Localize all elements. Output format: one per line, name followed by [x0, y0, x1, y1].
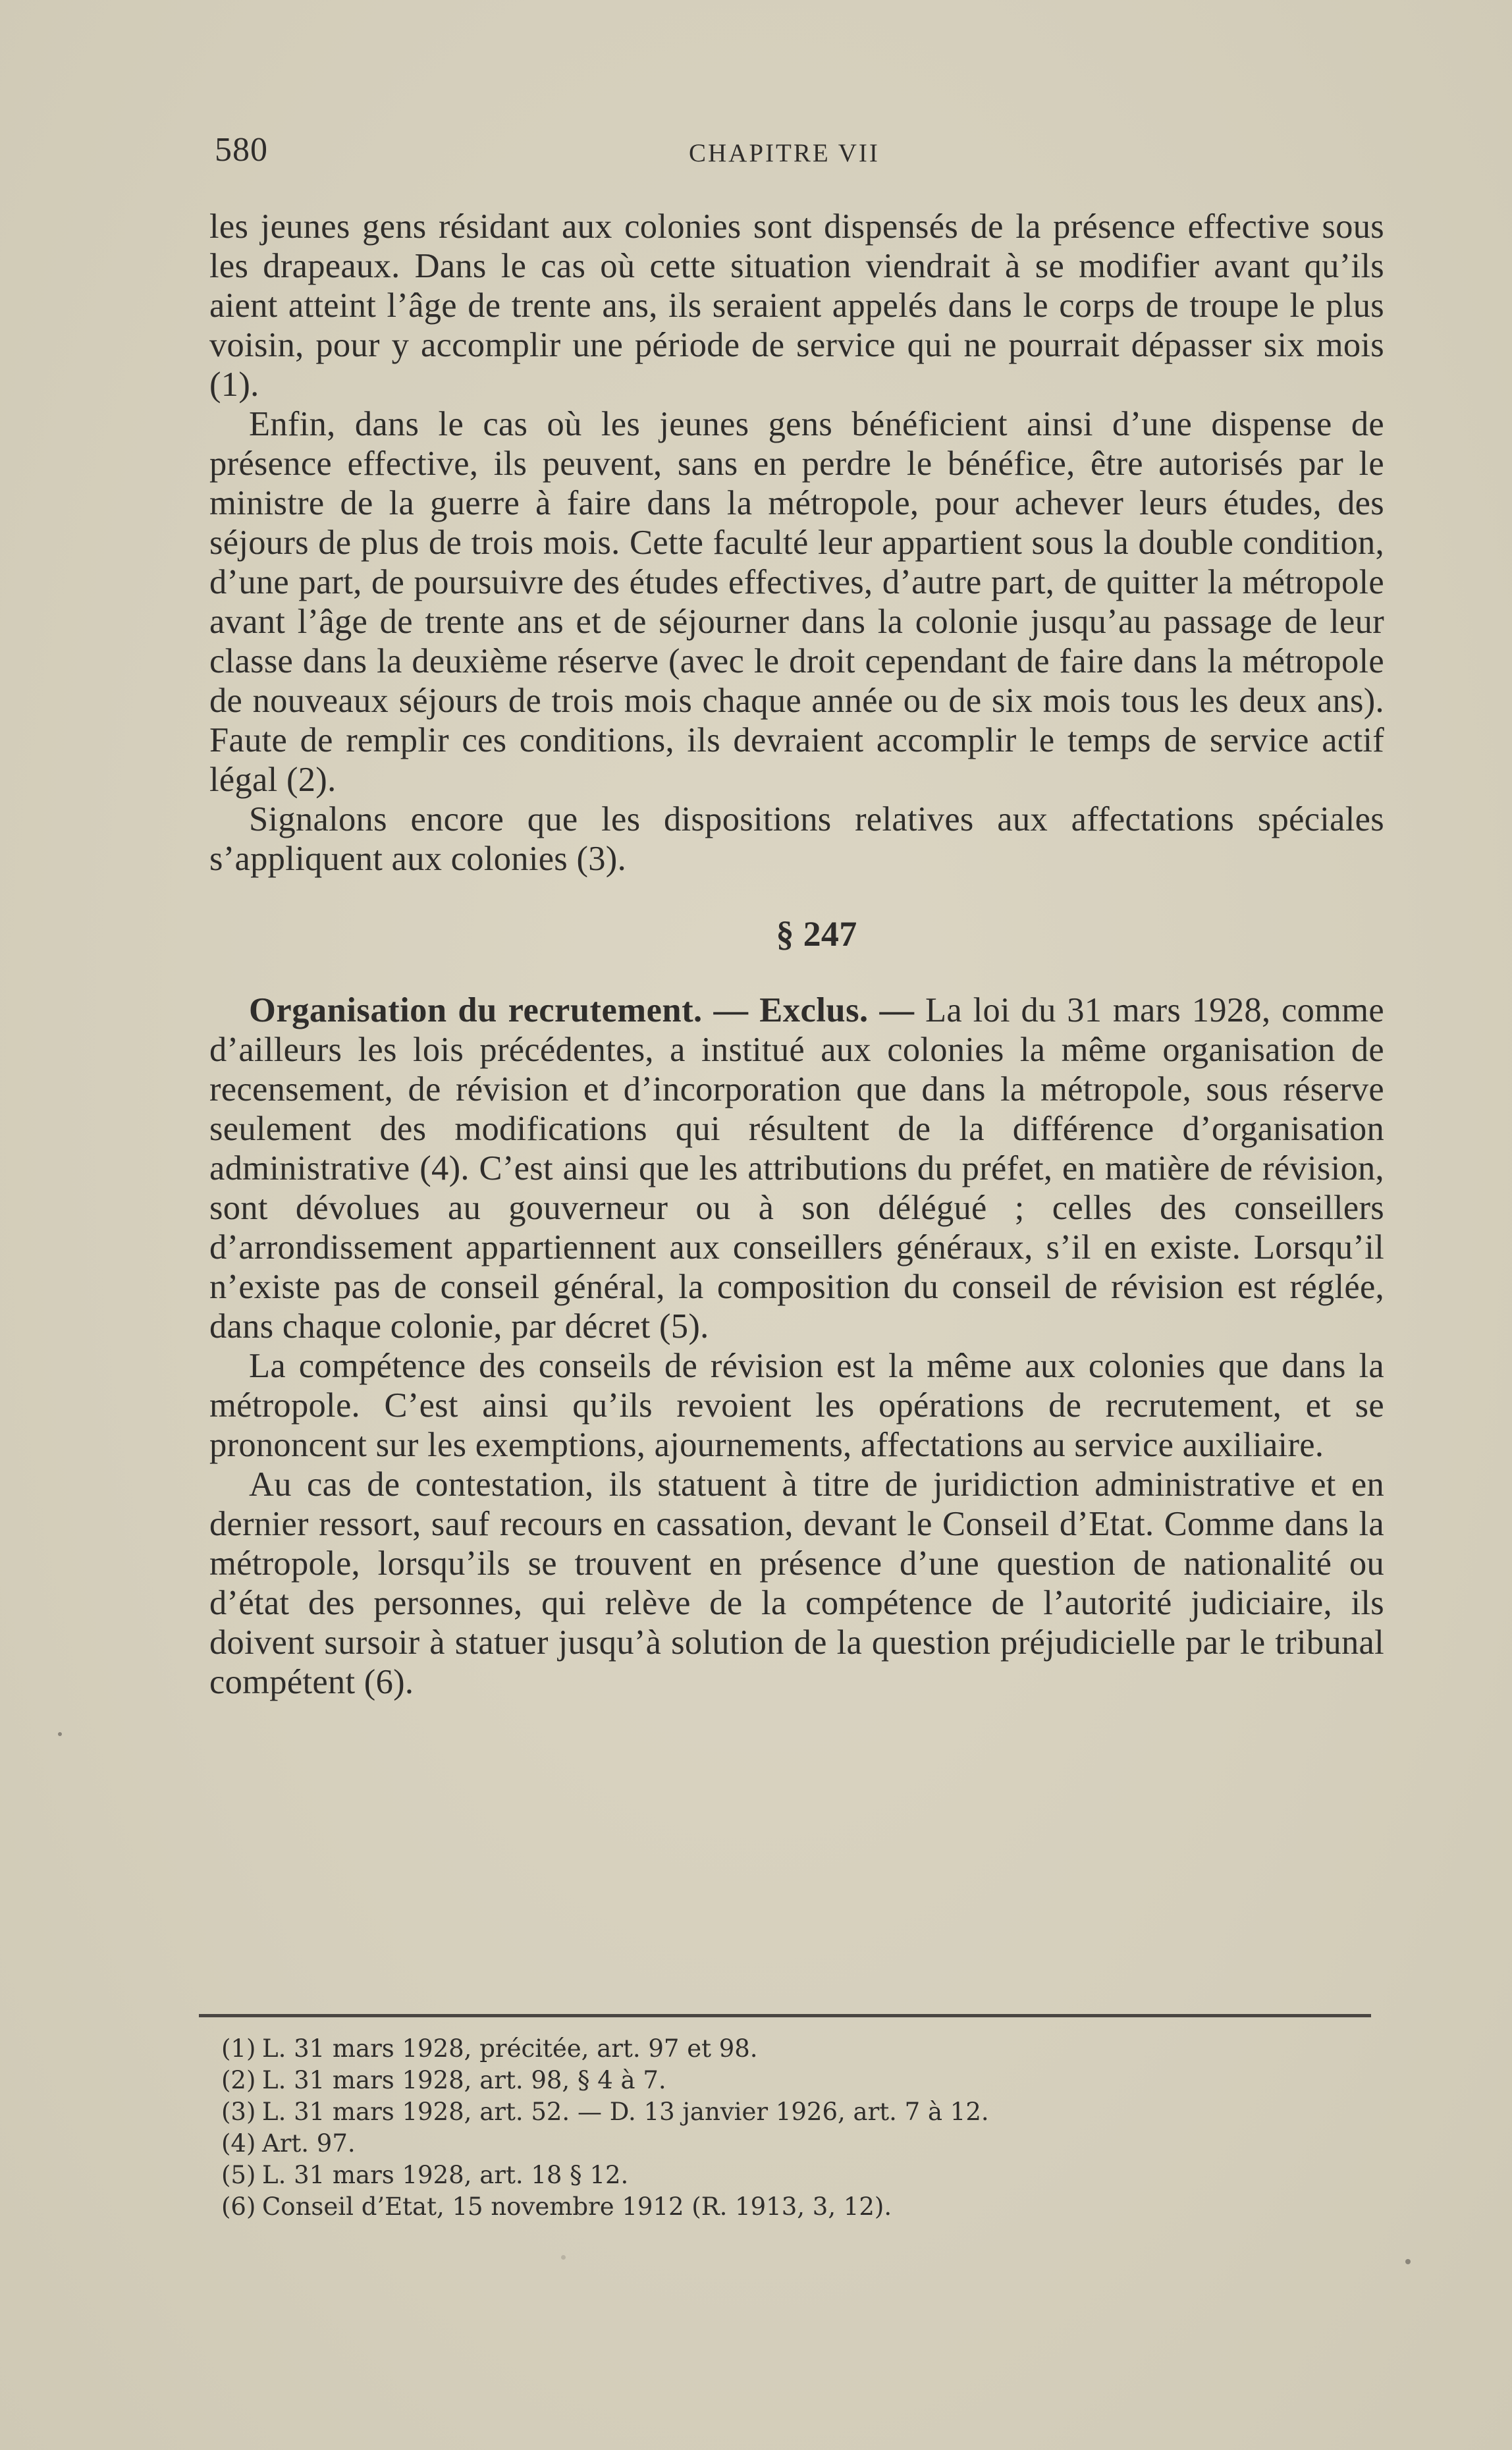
- page-number: 580: [215, 131, 268, 169]
- footnote-text: L. 31 mars 1928, art. 98, § 4 à 7.: [262, 2066, 666, 2094]
- footnote-text: Conseil d’Etat, 15 novembre 1912 (R. 1913, 3, 12).: [262, 2192, 892, 2221]
- body-text: [209, 207, 1384, 1702]
- paragraph-competence: La compétence des conseils de révision est la même aux colonies que dans la métropole. C’est ainsi qu’ils revoient les opérations de recrutement, et se prononcent sur les exemptions, ajournements, affectations au service auxiliaire.: [209, 1347, 1384, 1464]
- footnote-text: Art. 97.: [262, 2129, 356, 2158]
- inline-heading: Organisation du recrutement. — Exclus. —: [249, 991, 915, 1029]
- footnote: [221, 2033, 1371, 2065]
- footnote-number: (5): [221, 2161, 256, 2189]
- running-head: CHAPITRE VII: [689, 139, 880, 167]
- paper-speck: [561, 2255, 566, 2260]
- section-heading: § 247: [776, 914, 857, 954]
- paper-speck: [1405, 2259, 1411, 2264]
- footnote-number: (1): [221, 2034, 256, 2063]
- paragraph-organisation-text: La loi du 31 mars 1928, comme d’ailleurs les lois précédentes, a institué aux colonies la même organisation de recensement, de révision et d’incorporation que dans la métropole, sous réserve seulement des modifications qui résultent de la différence d’organisation administrative (4). C’est ainsi que les attributions du préfet, en matière de révision, sont dévolues au gouverneur ou à son délégué ; celles des conseillers d’arrondissement appartiennent aux conseillers généraux, s’il en existe. Lorsqu’il n’existe pas de conseil général, la composition du conseil de révision est réglée, dans chaque colonie, par décret (5).: [209, 991, 1384, 1346]
- footnote: [221, 2191, 1371, 2223]
- footnote-number: (2): [221, 2066, 256, 2094]
- footnote: [221, 2096, 1371, 2128]
- footnotes: [199, 2014, 1371, 2223]
- footnote-number: (4): [221, 2129, 256, 2158]
- footnote-number: (3): [221, 2098, 256, 2126]
- footnote-text: L. 31 mars 1928, précitée, art. 97 et 98.: [262, 2034, 758, 2063]
- footnote: [221, 2128, 1371, 2160]
- paragraph-affectations: Signalons encore que les dispositions relatives aux affectations spéciales s’appliquent aux colonies (3).: [209, 800, 1384, 878]
- paragraph-dispense: Enfin, dans le cas où les jeunes gens bénéficient ainsi d’une dispense de présence effective, ils peuvent, sans en perdre le bénéfice, être autorisés par le ministre de la guerre à faire dans la métropole, pour achever leurs études, des séjours de plus de trois mois. Cette faculté leur appartient sous la double condition, d’une part, de poursuivre des études effectives, d’autre part, de quitter la métropole avant l’âge de trente ans et de séjourner dans la colonie jusqu’au passage de leur classe dans la deuxième réserve (avec le droit cependant de faire dans la métropole de nouveaux séjours de trois mois chaque année ou de six mois tous les deux ans). Faute de remplir ces conditions, ils devraient accomplir le temps de service actif légal (2).: [209, 405, 1384, 799]
- footnote-text: L. 31 mars 1928, art. 52. — D. 13 janvier 1926, art. 7 à 12.: [262, 2098, 989, 2126]
- paragraph-continued: les jeunes gens résidant aux colonies sont dispensés de la présence effective sous les drapeaux. Dans le cas où cette situation viendrait à se modifier avant qu’ils aient atteint l’âge de trente ans, ils seraient appelés dans le corps de troupe le plus voisin, pour y accomplir une période de service qui ne pourrait dépasser six mois (1).: [209, 207, 1384, 404]
- paragraph-organisation: [209, 991, 1384, 1346]
- footnote: [221, 2160, 1371, 2191]
- paper-speck: [58, 1732, 62, 1736]
- paragraph-contestation: Au cas de contestation, ils statuent à titre de juridiction administrative et en dernier ressort, sauf recours en cassation, devant le Conseil d’Etat. Comme dans la métropole, lorsqu’ils se trouvent en présence d’une question de nationalité ou d’état des personnes, qui relève de la compétence de l’autorité judiciaire, ils doivent sursoir à statuer jusqu’à solution de la question préjudicielle par le tribunal compétent (6).: [209, 1465, 1384, 1701]
- footnote-number: (6): [221, 2192, 256, 2221]
- footnote: [221, 2065, 1371, 2096]
- footnote-text: L. 31 mars 1928, art. 18 § 12.: [262, 2161, 629, 2189]
- page-header: [215, 130, 1376, 177]
